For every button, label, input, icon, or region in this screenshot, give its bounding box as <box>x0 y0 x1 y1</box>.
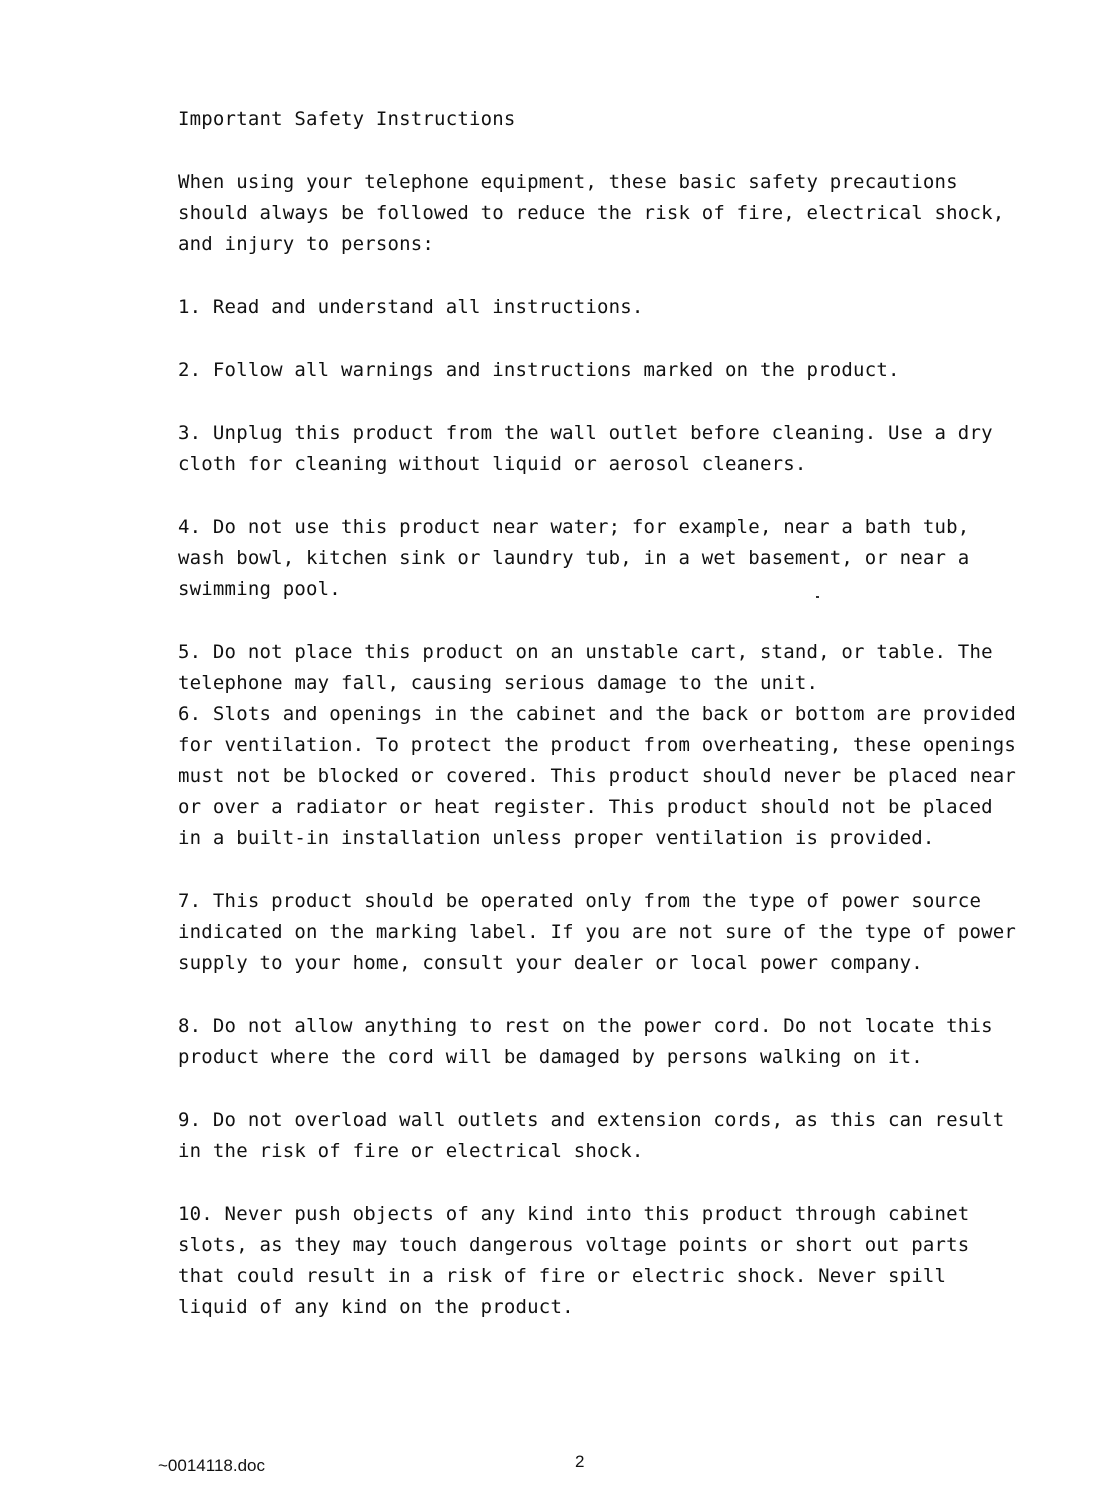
instruction-item-10: 10. Never push objects of any kind into this product through cabinet slots, as they may touch dangerous voltage points or short out parts that could result in a risk of fire or electric shock. Never spill liquid of any kind on the product. <box>178 1203 970 1318</box>
document-title: Important Safety Instructions <box>178 108 516 130</box>
document-body <box>178 104 1018 1355</box>
instruction-item-7: 7. This product should be operated only from the type of power source indicated on the marking label. If you are not sure of the type of power supply to your home, consult your dealer or local power company. <box>178 890 1017 974</box>
instruction-item-5: 5. Do not place this product on an unstable cart, stand, or table. The telephone may fall, causing serious damage to the unit. <box>178 641 993 694</box>
scan-speck <box>816 596 819 598</box>
instruction-item-4: 4. Do not use this product near water; for example, near a bath tub, wash bowl, kitchen sink or laundry tub, in a wet basement, or near a swimming pool. <box>178 516 970 600</box>
instruction-item-9: 9. Do not overload wall outlets and extension cords, as this can result in the risk of fire or electrical shock. <box>178 1109 1005 1162</box>
instruction-item-6: 6. Slots and openings in the cabinet and the back or bottom are provided for ventilation. To protect the product from overheating, these openings must not be blocked or covered. This product should never be placed near or over a radiator or heat register. This product should not be placed in a built-in installation unless proper ventilation is provided. <box>178 703 1017 849</box>
instruction-item-8: 8. Do not allow anything to rest on the power cord. Do not locate this product where the cord will be damaged by persons walking on it. <box>178 1015 993 1068</box>
instruction-item-1: 1. Read and understand all instructions. <box>178 296 644 318</box>
instruction-item-2: 2. Follow all warnings and instructions marked on the product. <box>178 359 900 381</box>
intro-paragraph: When using your telephone equipment, these basic safety precautions should always be followed to reduce the risk of fire, electrical shock, and injury to persons: <box>178 171 1005 255</box>
footer-filename: ~0014118.doc <box>158 1456 265 1475</box>
footer-page-number: 2 <box>575 1452 585 1471</box>
instruction-item-3: 3. Unplug this product from the wall outlet before cleaning. Use a dry cloth for cleaning without liquid or aerosol cleaners. <box>178 422 993 475</box>
